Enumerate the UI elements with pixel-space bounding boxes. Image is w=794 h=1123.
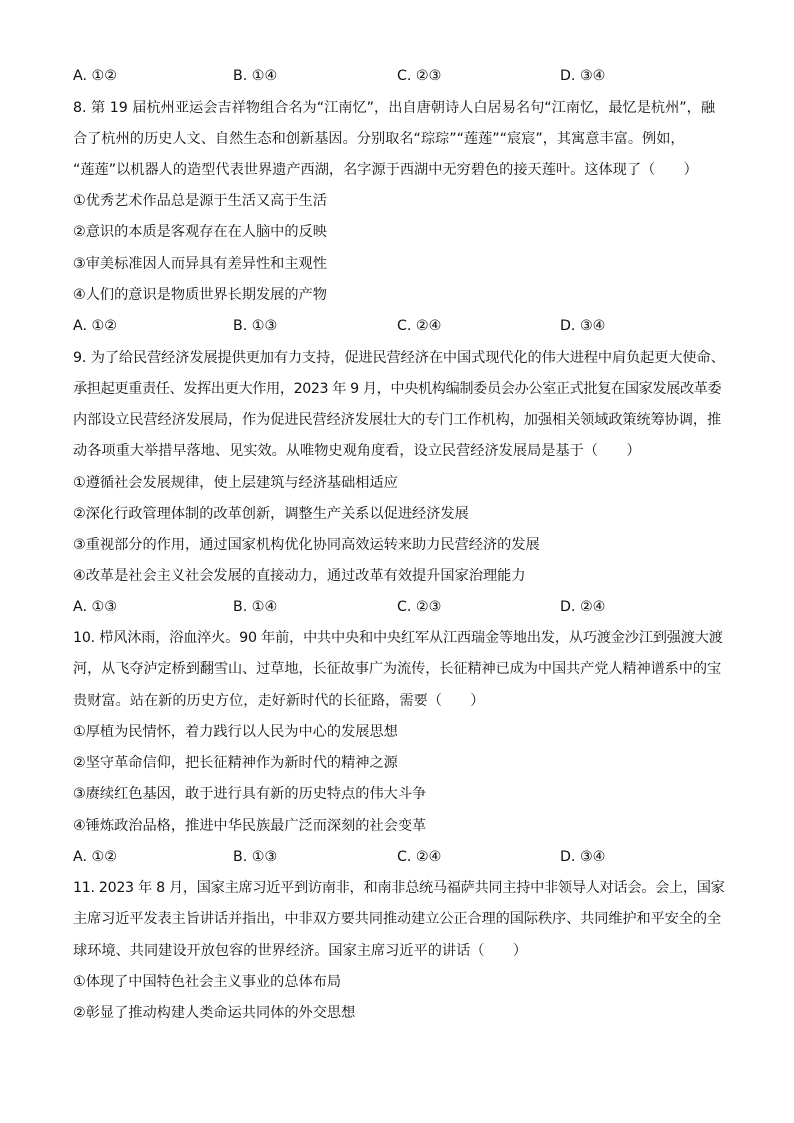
- q10-stem-line-1: 10. 栉风沐雨，浴血淬火。90 年前，中共中央和中央红军从江西瑞金等地出发，从巧渡金沙江到强渡大渡: [73, 630, 723, 646]
- q10-option-b[interactable]: B. ①③: [233, 849, 278, 865]
- q8-options: [73, 316, 725, 336]
- q8-stem-line-3: “莲莲”以机器人的造型代表世界遗产西湖，名字源于西湖中无穷碧色的接天莲叶。这体现了（ ）: [73, 162, 698, 178]
- q10-option-a[interactable]: A. ①②: [73, 849, 117, 865]
- q9-option-d[interactable]: D. ②④: [560, 599, 606, 615]
- q8-option-b[interactable]: B. ①③: [233, 318, 278, 334]
- q9-option-a[interactable]: A. ①③: [73, 599, 117, 615]
- q11-stem-line-2: 主席习近平发表主旨讲话并指出，中非双方要共同推动建立公正合理的国际秩序、共同维护和平安全的全: [73, 911, 722, 927]
- q8-option-d[interactable]: D. ③④: [560, 318, 606, 334]
- q10-item-4: ④锤炼政治品格，推进中华民族最广泛而深刻的社会变革: [73, 818, 427, 834]
- q7-option-d[interactable]: D. ③④: [560, 68, 606, 84]
- q9-stem-line-1: 9. 为了给民营经济发展提供更加有力支持，促进民营经济在中国式现代化的伟大进程中肩负起更大使命、: [73, 350, 725, 366]
- q9-item-1: ①遵循社会发展规律，使上层建筑与经济基础相适应: [73, 475, 398, 491]
- q9-item-4: ④改革是社会主义社会发展的直接动力，通过改革有效提升国家治理能力: [73, 568, 526, 584]
- q7-options: [73, 66, 725, 86]
- q10-item-1: ①厚植为民情怀，着力践行以人民为中心的发展思想: [73, 724, 398, 740]
- q8-item-1: ①优秀艺术作品总是源于生活又高于生活: [73, 193, 327, 209]
- q8-stem-line-2: 合了杭州的历史人文、自然生态和创新基因。分别取名“琮琮”“莲莲”“宸宸”，其寓意丰富。例如，: [73, 131, 685, 147]
- q8-item-4: ④人们的意识是物质世界长期发展的产物: [73, 287, 327, 303]
- q11-item-2: ②彰显了推动构建人类命运共同体的外交思想: [73, 1005, 356, 1021]
- q8-item-3: ③审美标准因人而异具有差异性和主观性: [73, 256, 327, 272]
- q9-item-2: ②深化行政管理体制的改革创新，调整生产关系以促进经济发展: [73, 506, 469, 522]
- q11-stem-line-1: 11. 2023 年 8 月，国家主席习近平到访南非，和南非总统马福萨共同主持中非领导人对话会。会上，国家: [73, 880, 725, 896]
- q10-item-2: ②坚守革命信仰，把长征精神作为新时代的精神之源: [73, 755, 398, 771]
- q10-stem-line-3: 贵财富。站在新的历史方位，走好新时代的长征路，需要（ ）: [73, 693, 485, 709]
- q11-item-1: ①体现了中国特色社会主义事业的总体布局: [73, 974, 342, 990]
- q9-item-3: ③重视部分的作用，通过国家机构优化协同高效运转来助力民营经济的发展: [73, 537, 540, 553]
- q9-option-b[interactable]: B. ①④: [233, 599, 278, 615]
- q8-item-2: ②意识的本质是客观存在在人脑中的反映: [73, 224, 327, 240]
- q10-option-c[interactable]: C. ②④: [397, 849, 442, 865]
- q10-option-d[interactable]: D. ③④: [560, 849, 606, 865]
- q7-option-a[interactable]: A. ①②: [73, 68, 117, 84]
- q9-options: [73, 597, 725, 617]
- q9-option-c[interactable]: C. ②③: [397, 599, 442, 615]
- q10-options: [73, 847, 725, 867]
- q11-stem-line-3: 球环境、共同建设开放包容的世界经济。国家主席习近平的讲话（ ）: [73, 943, 528, 959]
- q8-option-a[interactable]: A. ①②: [73, 318, 117, 334]
- q8-option-c[interactable]: C. ②④: [397, 318, 442, 334]
- q10-stem-line-2: 河，从飞夺泸定桥到翻雪山、过草地，长征故事广为流传，长征精神已成为中国共产党人精神谱系中的宝: [73, 661, 722, 677]
- q9-stem-line-2: 承担起更重责任、发挥出更大作用，2023 年 9 月，中央机构编制委员会办公室正式批复在国家发展改革委: [73, 381, 722, 397]
- q7-option-c[interactable]: C. ②③: [397, 68, 442, 84]
- q9-stem-line-3: 内部设立民营经济发展局，作为促进民营经济发展壮大的专门工作机构，加强相关领域政策统筹协调，推: [73, 412, 722, 428]
- q9-stem-line-4: 动各项重大举措早落地、见实效。从唯物史观角度看，设立民营经济发展局是基于（ ）: [73, 443, 641, 459]
- q8-stem-line-1: 8. 第 19 届杭州亚运会吉祥物组合名为“江南忆”，出自唐朝诗人白居易名句“江南忆，最忆是杭州”，融: [73, 100, 716, 116]
- q10-item-3: ③赓续红色基因，敢于进行具有新的历史特点的伟大斗争: [73, 786, 427, 802]
- q7-option-b[interactable]: B. ①④: [233, 68, 278, 84]
